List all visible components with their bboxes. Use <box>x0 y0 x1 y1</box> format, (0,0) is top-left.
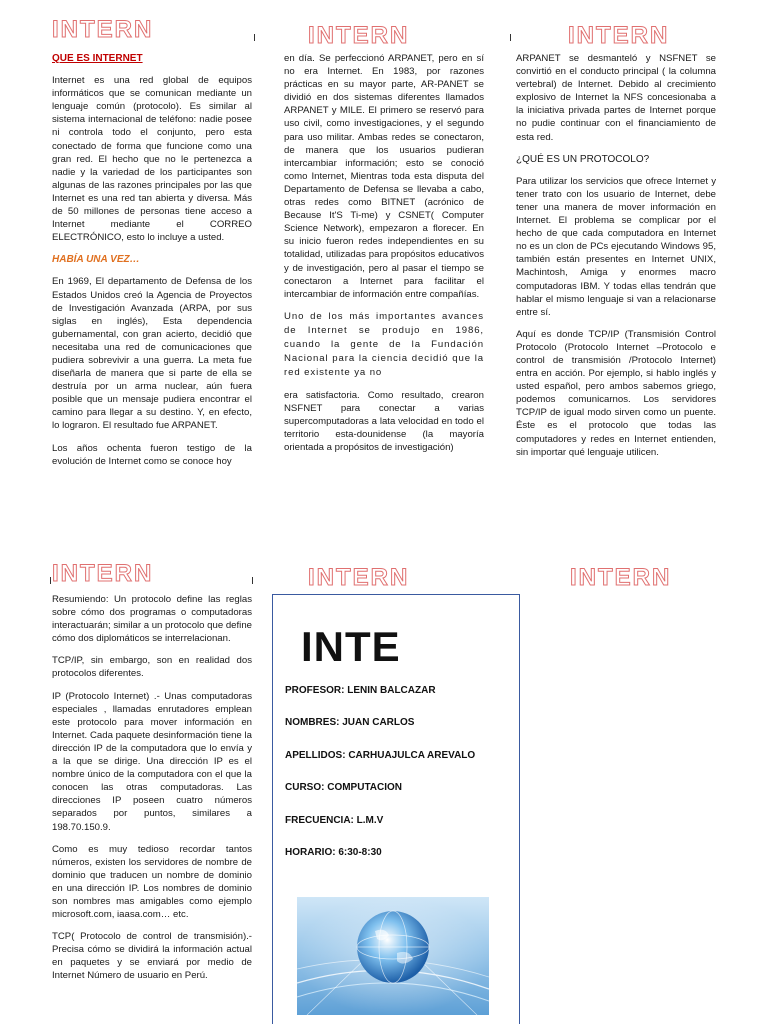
cover-title: INTE <box>301 623 401 670</box>
column-marker <box>510 34 511 41</box>
header-wordart-6: INTERN <box>570 564 672 591</box>
paragraph: ARPANET se desmanteló y NSFNET se convirtió en el conducto principal ( la columna vertebral) de Internet. Debido al crecimiento explosivo de Internet la NFS concesionaba a la iniciativa privada partes de Internet porque no pudie continuar con el financiamiento de esta red. <box>516 53 716 143</box>
paragraph: era satisfactoria. Como resultado, crearon NSFNET para conectar a varias supercomputadoras a lata velocidad en todo el territorio esta-dounidense (la mayoría orientada a propósitos de investigación) <box>284 389 484 454</box>
paragraph: TCP( Protocolo de control de transmisión).- Precisa cómo se dividirá la información actual en paquetes y se enviará por medio de Internet Número de usuario en Perú. <box>52 931 252 982</box>
globe-network-image <box>297 897 489 1015</box>
header-wordart-4: INTERN <box>52 560 154 587</box>
curso-line: CURSO: COMPUTACION <box>285 782 403 793</box>
paragraph: En 1969, El departamento de Defensa de los Estados Unidos creó la Agencia de Proyectos de Investigación Avanzada (ARPA, por sus siglas en inglés), Esta dependencia gubernamental, con gran acierto, decidió que necesitaba una red de comunicaciones que pudiera sobrevivir a una guerra. La meta fue diseñarla de manera que si parte de ella se destruía por un arma nuclear, aún fuera posible que un mensaje pudiera encontrar el camino para llegar a su destino. Y, en efecto, lo lograron. El resultado fue ARPANET. <box>52 276 252 432</box>
column-3 <box>516 52 716 468</box>
column-marker <box>254 34 255 41</box>
paragraph: TCP/IP, sin embargo, son en realidad dos protocolos diferentes. <box>52 655 252 680</box>
horario-line: HORARIO: 6:30-8:30 <box>285 847 382 858</box>
paragraph: IP (Protocolo Internet) .- Unas computadoras especiales , llamadas enrutadores emplean este protocolo para mover información en Internet. Cada paquete desinformación tiene la dirección IP de la computadora que lo envía y a la que se dirige. Una dirección IP es el nombre único de la computadora con el que la conocen las otras computadoras. Las direcciones IP poseen cuatro números separados por puntos, similares a 198.70.150.9. <box>52 690 252 833</box>
header-wordart-3: INTERN <box>568 22 670 49</box>
paragraph: Uno de los más importantes avances de Internet se produjo en 1986, cuando la gente de la Fundación Nacional para la ciencia decidió que la red existente ya no <box>284 310 484 378</box>
profesor-line: PROFESOR: LENIN BALCAZAR <box>285 685 436 696</box>
column-marker <box>252 577 253 584</box>
nombres-line: NOMBRES: JUAN CARLOS <box>285 717 415 728</box>
header-wordart-1: INTERN <box>52 16 154 43</box>
frecuencia-line: FRECUENCIA: L.M.V <box>285 815 384 826</box>
globe-network-icon <box>297 897 489 1015</box>
paragraph: Para utilizar los servicios que ofrece Internet y tener trato con los usuario de Internet, debe tener una manera de mover información en Internet. El problema se complicar por el hecho de que cada computadora en Internet no es un clon de PCs ejecutando Windows 95, también están presentes en Internet UNIX, Machintosh, Amiga y enormes macro computadoras IBM. Y todas ellas tendrán que hablar el mismo lenguaje si van a relacionarse entre sí. <box>516 175 716 318</box>
column-2 <box>284 52 484 463</box>
paragraph: Resumiendo: Un protocolo define las reglas sobre cómo dos programas o computadoras interactuarán; similar a un protocolo que define cómo dos diplomáticos se interrelacionan. <box>52 594 252 645</box>
paragraph: en día. Se perfeccionó ARPANET, pero en sí no era Internet. En 1983, por razones prácticas en su mayor parte, AR-PANET se dividió en dos sistemas diferentes llamados ARPANET y MILE. El primero se reservó para uso civil, como investigaciones, y el segundo para uso militar. Ambas redes se conectaron, de manera que los usuarios pudieran intercambiar información; esto se conoció como Internet, Mientras toda esta disputa del Departamento de Defensa se llevaba a cabo, otras redes como BITNET (acrónico de Because It'S Ti-me) y CSNET( Computer Science Network), empezaron a florecer. En su inicio fueron redes independientes en su totalidad, utilizadas para propósitos educativos y de investigación, pero al pasar el tiempo se conectaron a Internet para facilitar el intercambiar de información entre compañías. <box>284 53 484 300</box>
column-marker <box>50 577 51 584</box>
heading-habia-una-vez: HABÍA UNA VEZ… <box>52 254 140 266</box>
paragraph: Aquí es donde TCP/IP (Transmisión Control Protocolo (Protocolo Internet –Protocolo e control de transmisión /Protocolo Internet) entra en acción. Por ejemplo, si hablo inglés y usted español, pero ambos sabemos griego, podemos comunicarnos. Los servidores TCP/IP de igual modo sirven como un puente. Éste es el protocolo que todas las computadores y redes en Internet entienden, sin importar qué lenguaje utilicen. <box>516 328 716 458</box>
paragraph: Los años ochenta fueron testigo de la evolución de Internet como se conoce hoy <box>52 442 252 467</box>
column-4 <box>52 593 252 992</box>
paragraph: Como es muy tedioso recordar tantos números, existen los servidores de nombre de dominio que traducen un nombre de dominio en una dirección IP. Los nombres de dominio son nombres mas amigables como ejemplo microsoft.com, iaasa.com… etc. <box>52 843 252 921</box>
header-wordart-5: INTERN <box>308 564 410 591</box>
apellidos-line: APELLIDOS: CARHUAJULCA AREVALO <box>285 750 476 761</box>
heading-que-es-internet: QUE ES INTERNET <box>52 53 143 64</box>
heading-que-es-un-protocolo: ¿QUÉ ES UN PROTOCOLO? <box>516 153 650 165</box>
cover-panel <box>272 594 520 1024</box>
column-1 <box>52 52 252 477</box>
paragraph: Internet es una red global de equipos informáticos que se comunican mediante un lenguaje común (protocolo). Es similar al sistema internacional de teléfono: nadie posee ni controla todo el conjunto, pero esta conectado de forma que funcione como una gran red. El hecho que no le pertenezca a nadie y la variedad de los participantes son algunas de las razones principales por las que Internet es una red tan abierta y diversa. Más de 50 millones de personas tiene acceso a Internet mediante el CORREO ELECTRÓNICO, esto lo incluye a usted. <box>52 75 252 244</box>
header-wordart-2: INTERN <box>308 22 410 49</box>
